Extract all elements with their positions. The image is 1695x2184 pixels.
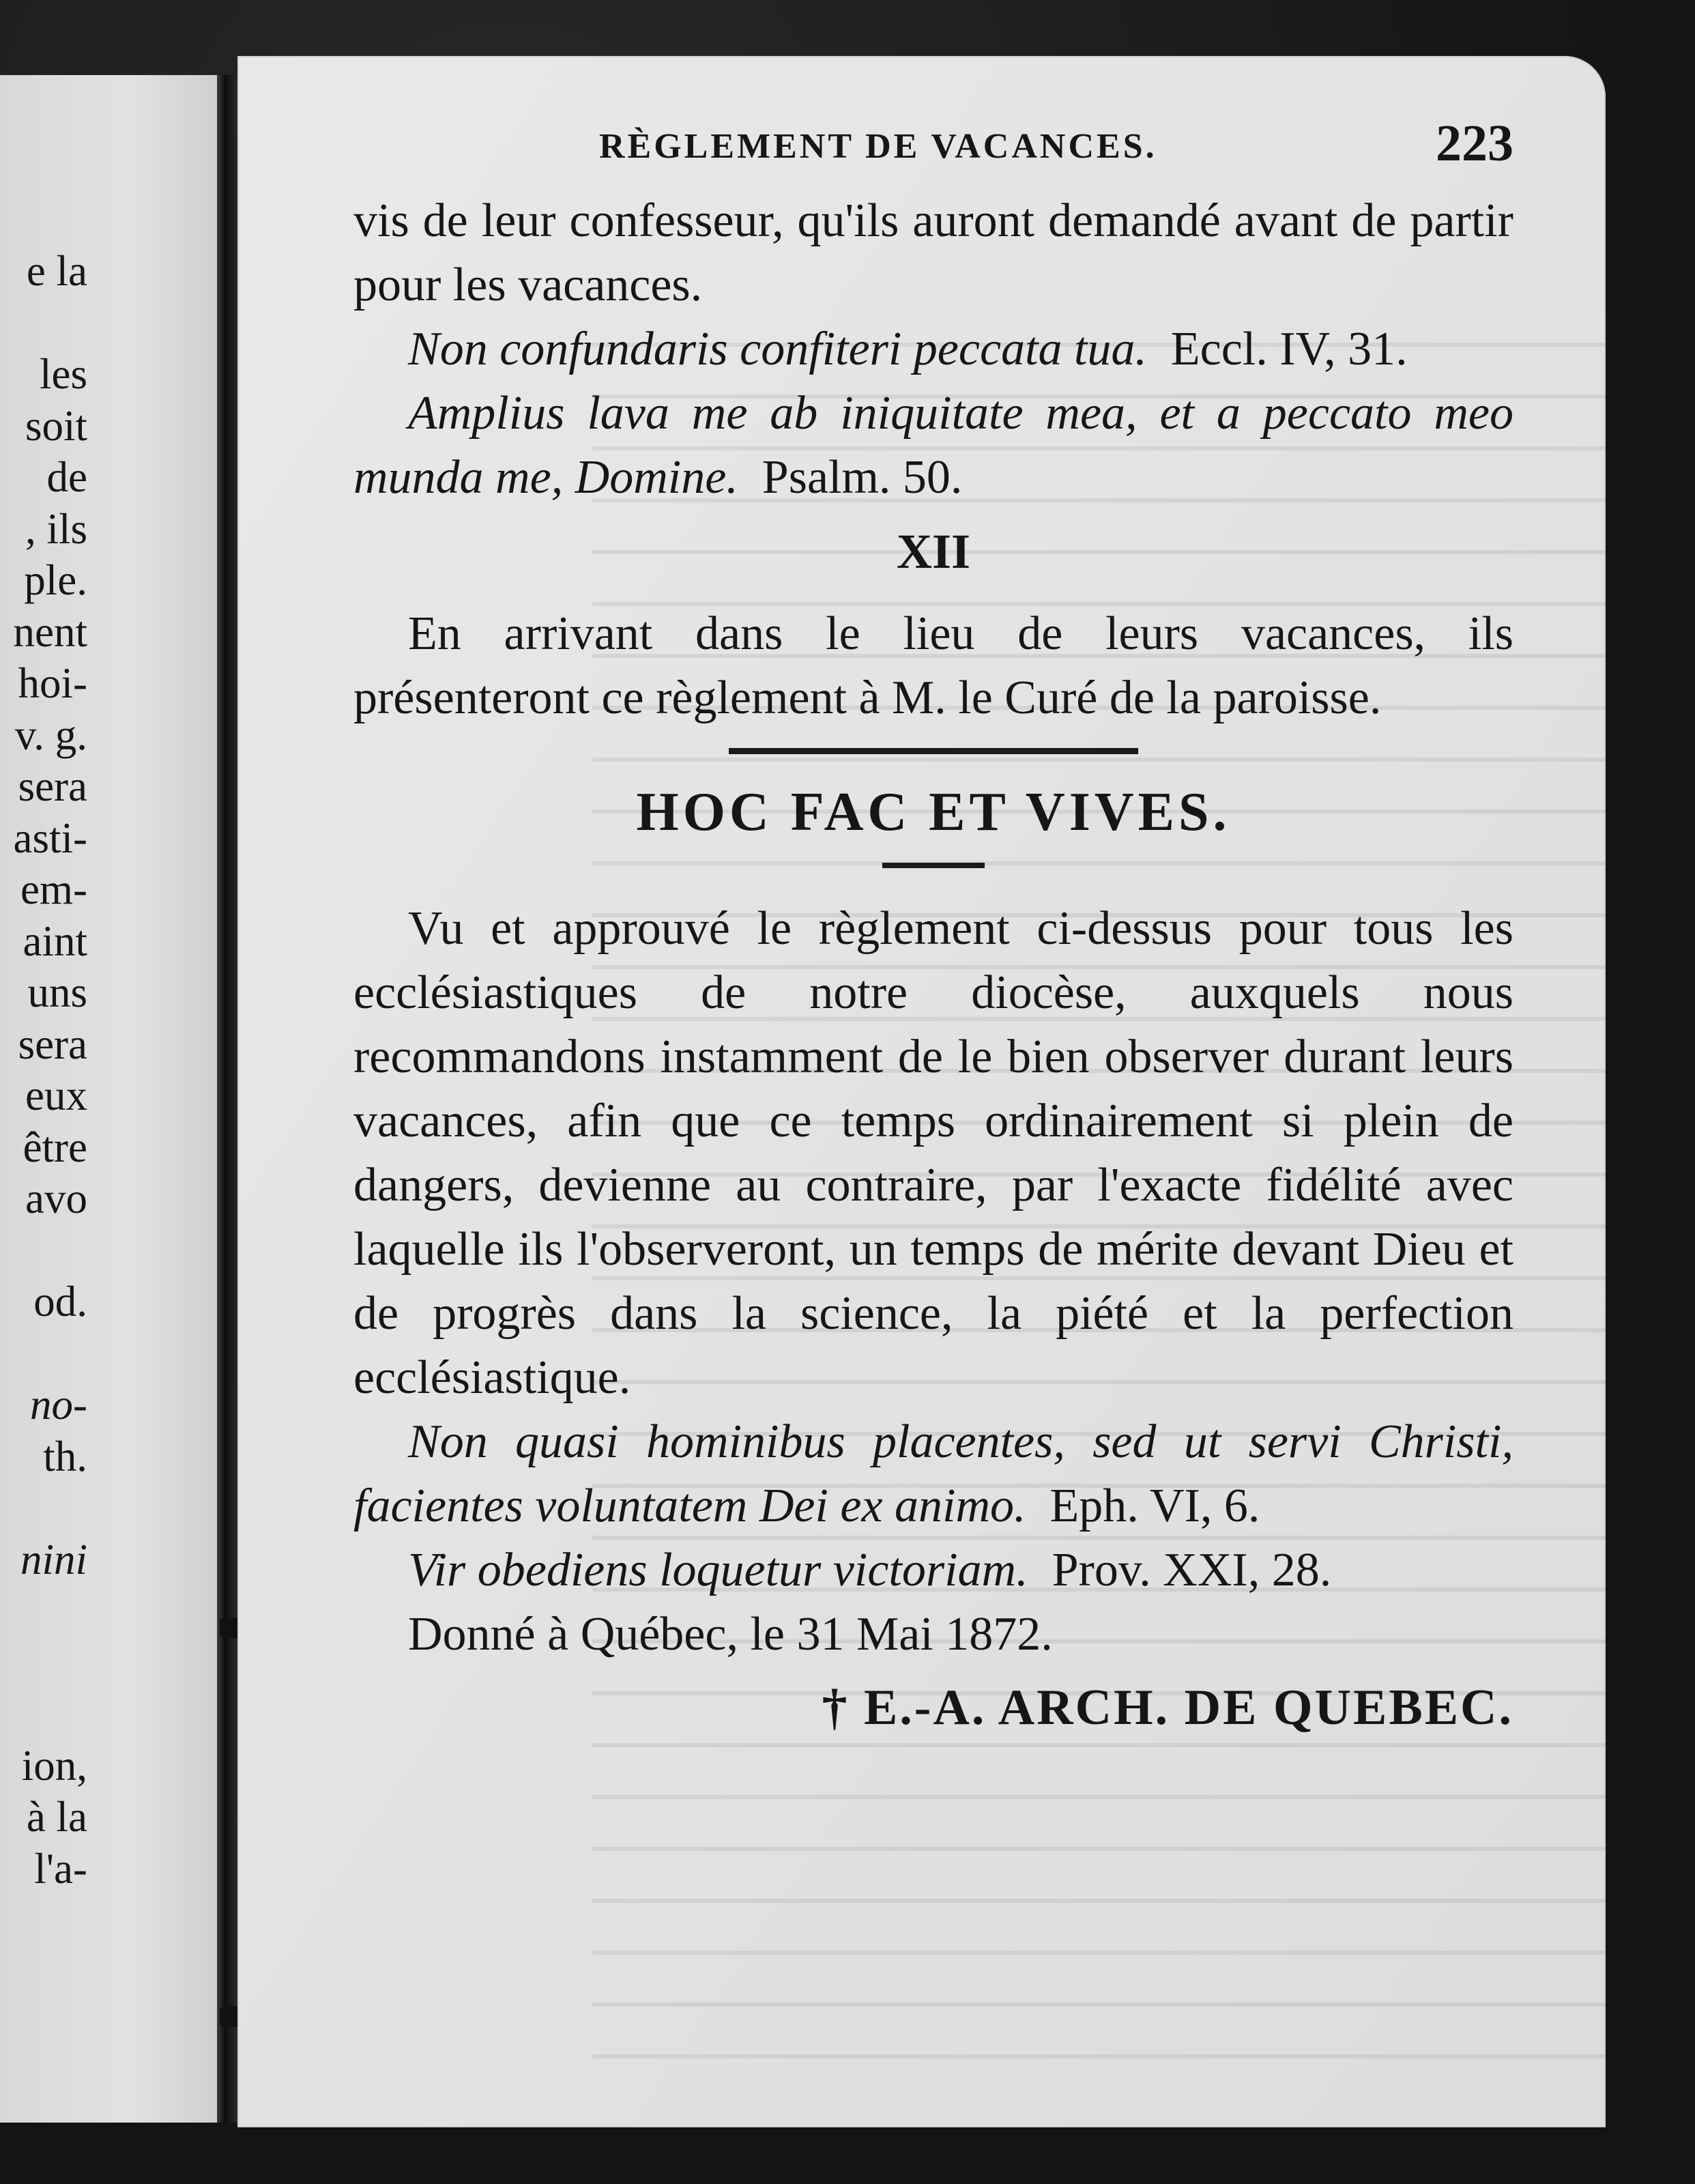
short-divider-rule	[882, 863, 985, 868]
left-page-fragment: sera	[18, 762, 87, 810]
left-page-fragment	[0, 1328, 87, 1380]
quote-text: Non quasi hominibus placentes, sed ut servi Christi, facientes voluntatem Dei ex animo.	[353, 1416, 1513, 1532]
quote-proverbs	[353, 1538, 1513, 1603]
approval-paragraph: Vu et approuvé le règlement ci-dessus pour tous les ecclésiastiques de notre diocèse, auxquels nous recommandons instamment de le bien observer durant leurs vacances, afin que ce temps ordinairement si plein de dangers, devienne au contraire, par l'exacte fidélité avec laquelle ils l'observeront, un temps de mérite devant Dieu et de progrès dans la science, la piété et la perfection ecclésiastique.	[353, 902, 1513, 1404]
motto-heading: HOC FAC ET VIVES.	[636, 782, 1231, 842]
quote-reference: Eph. VI, 6.	[1049, 1480, 1260, 1532]
left-page-fragment: sera	[18, 1020, 87, 1068]
left-page-fragment: être	[23, 1123, 87, 1171]
left-page-fragment: l'a-	[34, 1844, 87, 1893]
left-page-fragment	[0, 1689, 87, 1740]
left-page-fragment: de	[46, 453, 87, 501]
left-page-fragment: uns	[27, 968, 87, 1016]
left-page-fragment: ple.	[24, 556, 87, 604]
left-page-text-fragments	[0, 246, 87, 1895]
left-page-fragment: soit	[25, 401, 87, 450]
left-page-fragment: nini	[20, 1535, 87, 1583]
left-page-fragment: ion,	[21, 1741, 87, 1790]
left-page-fragment: , ils	[25, 504, 87, 553]
divider-rule	[729, 748, 1138, 754]
page-content	[353, 114, 1513, 1737]
paragraph-confessor: vis de leur confesseur, qu'ils auront demandé avant de partir pour les vacances.	[353, 195, 1513, 311]
left-page-fragment	[0, 298, 87, 349]
paragraph-arrival: En arrivant dans le lieu de leurs vacances, ils présenteront ce règlement à M. le Curé de la paroisse.	[353, 607, 1513, 724]
left-page-fragment: à la	[26, 1793, 87, 1841]
left-page-fragment: em-	[20, 865, 87, 913]
left-page-fragment	[0, 1585, 87, 1637]
quote-reference: Prov. XXI, 28.	[1052, 1544, 1332, 1596]
left-page-fragment	[0, 1482, 87, 1534]
left-page-fragment: aint	[23, 917, 87, 965]
book-page	[237, 56, 1606, 2127]
quote-text: Non confundaris confiteri peccata tua.	[408, 323, 1147, 375]
quote-ephesians	[353, 1410, 1513, 1538]
dateline: Donné à Québec, le 31 Mai 1872.	[408, 1608, 1053, 1661]
quote-text: Amplius lava me ab iniquitate mea, et a peccato meo munda me, Domine.	[353, 387, 1513, 504]
left-page-fragment: eux	[25, 1072, 87, 1119]
quote-reference: Eccl. IV, 31.	[1170, 323, 1408, 375]
left-page-fragment: hoi-	[18, 659, 87, 707]
quote-text: Vir obediens loquetur victoriam.	[408, 1544, 1028, 1596]
quote-reference: Psalm. 50.	[762, 451, 963, 504]
book-binding-gutter	[217, 75, 237, 2123]
left-page-fragment	[0, 1225, 87, 1277]
left-page-fragment: od.	[33, 1278, 87, 1325]
section-number: XII	[896, 524, 971, 579]
left-page-fragment: th.	[43, 1432, 87, 1480]
quote-ecclesiasticus	[353, 317, 1513, 382]
left-page-fragment: asti-	[13, 814, 87, 862]
quote-psalm	[353, 382, 1513, 510]
left-page-fragment: v. g.	[14, 710, 87, 759]
left-facing-page	[0, 75, 217, 2123]
running-title: RÈGLEMENT DE VACANCES.	[599, 127, 1157, 166]
left-page-fragment: les	[40, 350, 87, 398]
left-page-fragment: no-	[30, 1381, 87, 1428]
left-page-fragment: nent	[13, 607, 87, 656]
left-page-fragment: avo	[25, 1175, 87, 1222]
left-page-fragment	[0, 1637, 87, 1689]
page-number: 223	[1436, 115, 1513, 172]
left-page-fragment: e la	[26, 247, 87, 295]
running-header	[353, 114, 1513, 189]
signature-line: † E.-A. ARCH. DE QUEBEC.	[822, 1680, 1513, 1736]
